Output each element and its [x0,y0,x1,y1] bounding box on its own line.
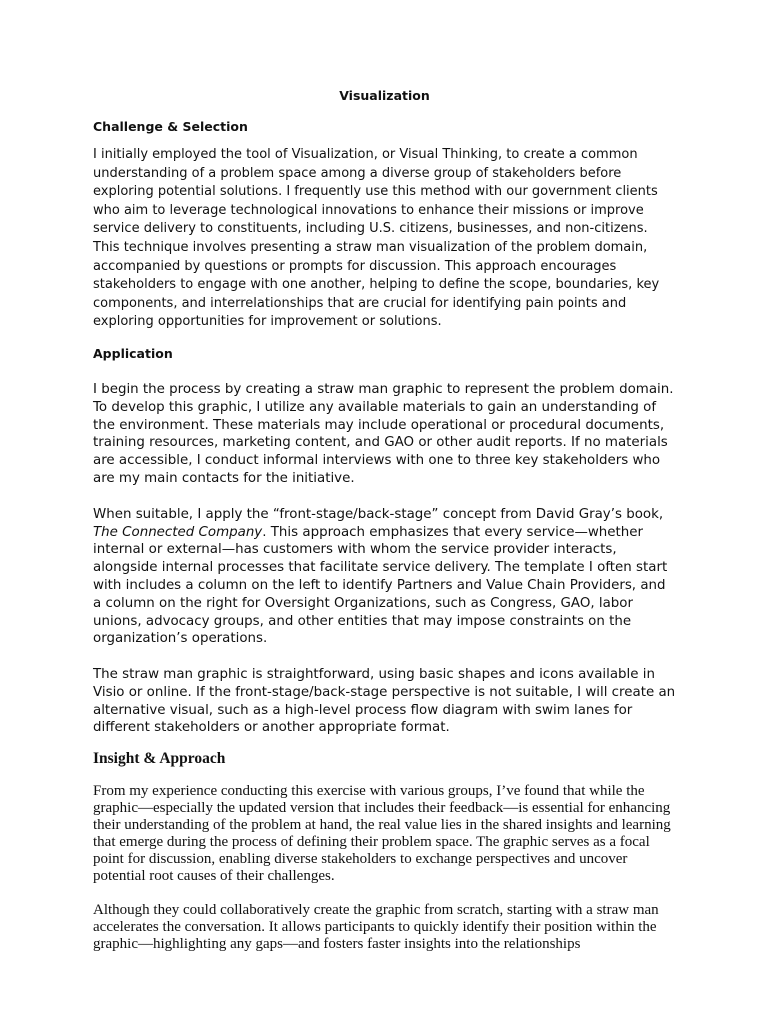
insight-heading: Insight & Approach [93,750,226,768]
challenge-heading: Challenge & Selection [93,119,248,134]
application-paragraph-3: The straw man graphic is straightforward, using basic shapes and icons available in Visio or online. If the front-stage/back-stage perspective is not suitable, I will create an alternative visual, such as a high-level process flow diagram with swim lanes for different stakeholders or another appropriate format. [93,667,676,736]
insight-paragraph-1: From my experience conducting this exercise with various groups, I’ve found that while the graphic—especially the updated version that includes their feedback—is essential for enhancing their understanding of the problem at hand, the real value lies in the shared insights and learning that emerge during the process of defining their problem space. The graphic serves as a focal point for discussion, enabling diverse stakeholders to exchange perspectives and uncover potential root causes of their challenges. [93,783,671,885]
application-paragraph-2 [93,506,676,648]
application-paragraph-2-start: When suitable, I apply the “front-stage/back-stage” concept from David Gray’s book, [93,506,664,522]
challenge-paragraph: I initially employed the tool of Visualization, or Visual Thinking, to create a common understanding of a problem space among a diverse group of stakeholders before exploring potential solutions. I frequently use this method with our government clients who aim to leverage technological innovations to enhance their missions or improve service delivery to constituents, including U.S. citizens, businesses, and non-citizens. This technique involves presenting a straw man visualization of the problem domain, accompanied by questions or prompts for discussion. This approach encourages stakeholders to engage with one another, helping to define the scope, boundaries, key components, and interrelationships that are crucial for identifying pain points and exploring opportunities for improvement or solutions. [93,147,660,330]
document-title: Visualization [339,88,430,103]
insight-paragraph-2: Although they could collaboratively create the graphic from scratch, starting with a straw man accelerates the conversation. It allows participants to quickly identify their position within the graphic—highlighting any gaps—and fosters faster insights into the relationships [93,902,659,953]
application-heading: Application [93,345,173,361]
book-title: The Connected Company [93,524,263,540]
application-paragraph-2-end: . This approach emphasizes that every service—whether internal or external—has customers with whom the service provider interacts, alongside internal processes that facilitate service delivery. The template I often start with includes a column on the left to identify Partners and Value Chain Providers, and a column on the right for Oversight Organizations, such as Congress, GAO, labor unions, advocacy groups, and other entities that may impose constraints on the organization’s operations. [93,524,668,647]
application-paragraph-1: I begin the process by creating a straw man graphic to represent the problem domain. To develop this graphic, I utilize any available materials to gain an understanding of the environment. These materials may include operational or procedural documents, training resources, marketing content, and GAO or other audit reports. If no materials are accessible, I conduct informal interviews with one to three key stakeholders who are my main contacts for the initiative. [93,381,674,486]
